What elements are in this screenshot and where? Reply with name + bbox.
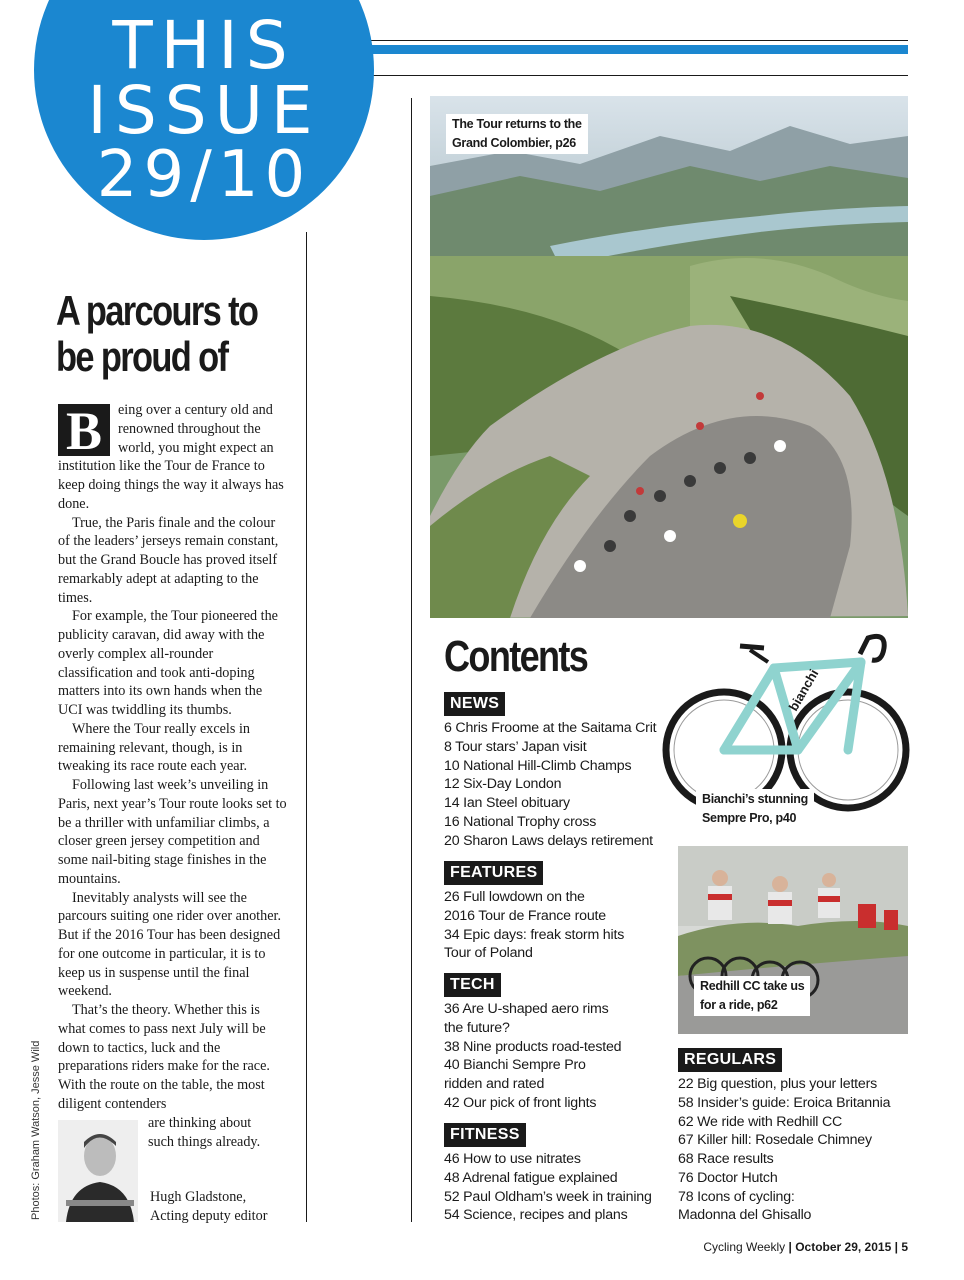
list-item: 54 Science, recipes and plans <box>444 1207 628 1224</box>
svg-text:bianchi: bianchi <box>785 666 822 714</box>
headline-line-1: A parcours to <box>56 287 258 334</box>
features-list <box>444 888 624 963</box>
list-item: 14 Ian Steel obituary <box>444 795 570 811</box>
badge-line-3: 29/10 <box>96 138 312 212</box>
tech-list <box>444 1000 621 1113</box>
author-name: Hugh Gladstone, <box>150 1189 247 1205</box>
list-item: 16 National Trophy cross <box>444 813 597 830</box>
list-item: 46 How to use nitrates <box>444 1151 581 1167</box>
editorial-headline <box>56 288 261 380</box>
closing-line-1: are thinking about <box>148 1115 252 1131</box>
regulars-list <box>678 1075 890 1225</box>
paragraph-4: Where the Tour really excels in remaining relevant, though, is in tweaking its race route each year. <box>58 720 250 775</box>
badge-line-2: ISSUE <box>87 72 321 149</box>
list-item: 2016 Tour de France route <box>444 907 606 924</box>
list-item: 40 Bianchi Sempre Pro <box>444 1057 586 1074</box>
section-label-fitness: FITNESS <box>444 1123 526 1147</box>
list-item: 36 Are U-shaped aero rims <box>444 1001 609 1017</box>
header-rule-bottom <box>300 75 908 76</box>
magazine-name: Cycling Weekly <box>703 1240 786 1254</box>
bike-caption-line-1: Bianchi’s stunning <box>702 792 808 806</box>
drop-cap: B <box>58 404 110 456</box>
news-list <box>444 719 656 850</box>
footer-separator-2: | <box>894 1240 898 1254</box>
bike-photo-caption <box>696 789 814 829</box>
photo-credit: Photos: Graham Watson, Jesse Wild <box>30 1040 42 1220</box>
list-item: 68 Race results <box>678 1151 774 1167</box>
editorial-body <box>58 401 290 1114</box>
main-photo-caption <box>446 114 588 154</box>
fitness-list <box>444 1150 652 1225</box>
paragraph-1-text: eing over a century old and renowned throughout the world, you might expect an institution like the Tour de France to keep doing things the way it always has done. <box>58 402 284 512</box>
paragraph-1 <box>58 401 290 514</box>
issue-date: October 29, 2015 <box>795 1240 892 1254</box>
author-title: Acting deputy editor <box>150 1208 268 1224</box>
main-caption-line-1: The Tour returns to the <box>452 117 582 131</box>
paragraph-2: True, the Paris finale and the colour of the leaders’ jerseys remain constant, but the Grand Boucle has proved itself remarkably adept at adapting to the times. <box>58 514 279 606</box>
list-item: 76 Doctor Hutch <box>678 1169 778 1186</box>
redhill-riders-photo <box>678 846 908 1034</box>
list-item: 8 Tour stars’ Japan visit <box>444 738 587 755</box>
riders-caption-line-2: for a ride, p62 <box>700 998 778 1012</box>
section-label-tech: TECH <box>444 973 501 997</box>
list-item: 38 Nine products road-tested <box>444 1038 622 1055</box>
paragraph-6: Inevitably analysts will see the parcours suiting one rider over another. But if the 2016 Tour has been designed for one outcome in particular, it is to keep us in suspense until the final weekend. <box>58 889 281 1000</box>
list-item: 62 We ride with Redhill CC <box>678 1113 843 1130</box>
page-number: 5 <box>901 1240 908 1254</box>
list-item: 52 Paul Oldham’s week in training <box>444 1188 652 1205</box>
main-photo-grand-colombier <box>430 96 908 618</box>
bike-caption-line-2: Sempre Pro, p40 <box>702 811 797 825</box>
list-item: 58 Insider’s guide: Eroica Britannia <box>678 1094 891 1111</box>
list-item: 22 Big question, plus your letters <box>678 1076 878 1092</box>
list-item: 48 Adrenal fatigue explained <box>444 1169 618 1186</box>
list-item: 12 Six-Day London <box>444 776 562 793</box>
closing-line-2: such things already. <box>148 1133 261 1150</box>
main-caption-line-2: Grand Colombier, p26 <box>452 136 576 150</box>
paragraph-7: That’s the theory. Whether this is what comes to pass next July will be down to tactics, luck and the preparations riders make for the race. With the route on the table, the most diligent contenders <box>58 1002 270 1112</box>
this-issue-badge <box>34 0 374 240</box>
list-item: 10 National Hill-Climb Champs <box>444 757 632 774</box>
list-item: 20 Sharon Laws delays retirement <box>444 832 653 849</box>
list-item: 78 Icons of cycling: <box>678 1188 795 1205</box>
list-item: ridden and rated <box>444 1076 545 1092</box>
section-label-news: NEWS <box>444 692 505 716</box>
paragraph-3: For example, the Tour pioneered the publicity caravan, did away with the overly complex all-rounder classification and took anti-doping matters into its own hands when the UCI was twiddling its thumbs. <box>58 608 278 718</box>
contents-title: Contents <box>444 632 588 681</box>
list-item: 6 Chris Froome at the Saitama Crit <box>444 720 657 736</box>
header-rule-blue <box>300 45 908 54</box>
author-signature <box>150 1188 267 1226</box>
list-item: 26 Full lowdown on the <box>444 889 585 905</box>
paragraph-5: Following last week’s unveiling in Paris, next year’s Tour route looks set to be a thriller with unfamiliar climbs, a closer green jersey competition and some nail-biting stage finishes in the mountains. <box>58 777 287 887</box>
footer-separator: | <box>788 1240 792 1254</box>
bianchi-bike-photo <box>646 612 932 844</box>
column-divider-right <box>411 98 412 1222</box>
list-item: 42 Our pick of front lights <box>444 1094 597 1111</box>
editorial-closing <box>148 1114 260 1152</box>
riders-photo-caption <box>694 976 810 1016</box>
section-label-features: FEATURES <box>444 861 543 885</box>
header-rule-top <box>300 40 908 41</box>
list-item: Madonna del Ghisallo <box>678 1207 812 1224</box>
list-item: 34 Epic days: freak storm hits <box>444 926 625 943</box>
page-footer <box>703 1240 908 1254</box>
list-item: 67 Killer hill: Rosedale Chimney <box>678 1132 872 1149</box>
list-item: Tour of Poland <box>444 945 533 962</box>
riders-caption-line-1: Redhill CC take us <box>700 979 805 993</box>
list-item: the future? <box>444 1019 510 1036</box>
badge-line-1: THIS <box>112 7 296 84</box>
author-portrait <box>58 1120 138 1222</box>
column-divider-left <box>306 232 307 1222</box>
headline-line-2: be proud of <box>56 333 228 380</box>
section-label-regulars: REGULARS <box>678 1048 782 1072</box>
